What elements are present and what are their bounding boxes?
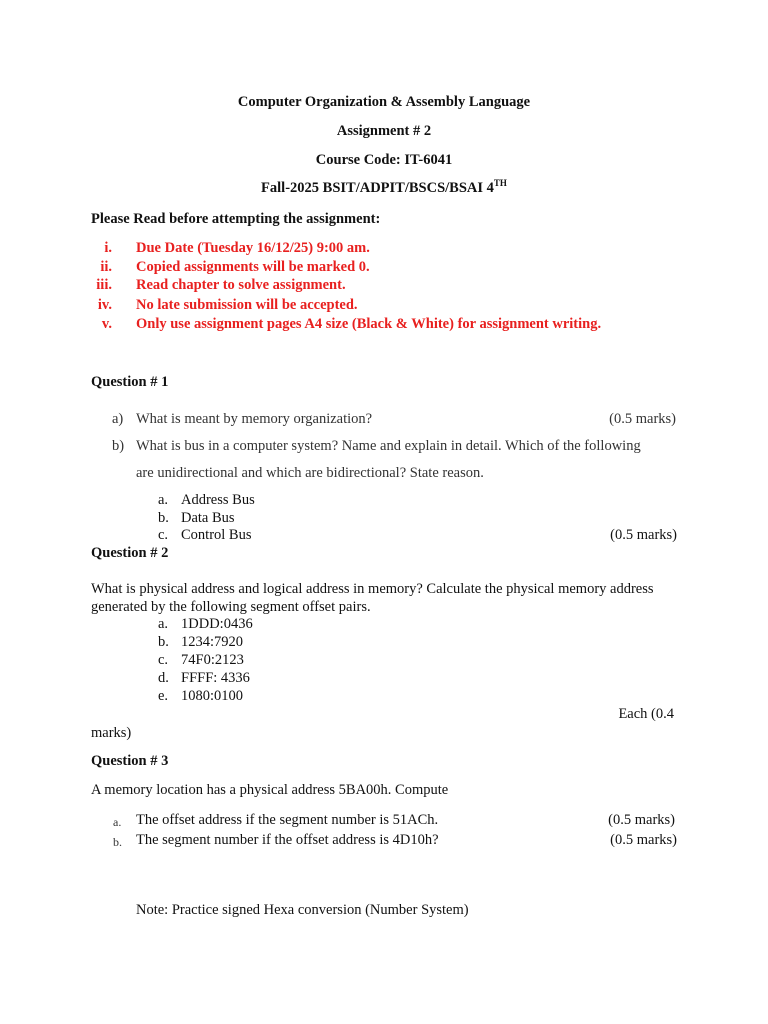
instruction-text: Only use assignment pages A4 size (Black & White) for assignment writing. [136, 316, 602, 332]
instruction-text: Read chapter to solve assignment. [136, 277, 346, 293]
session-superscript: TH [493, 178, 507, 188]
q1-part-b-line1: What is bus in a computer system? Name and explain in detail. Which of the following [136, 438, 641, 454]
bus-item-text: Data Bus [181, 510, 235, 526]
document-title: Computer Organization & Assembly Language [237, 94, 531, 110]
q1-part-a-number: a) [112, 411, 124, 427]
segment-offset-pair: 1234:7920 [181, 634, 244, 650]
bus-item-text: Address Bus [181, 492, 255, 508]
q2-text-line1: What is physical address and logical address in memory? Calculate the physical memory address [91, 581, 654, 597]
q1-part-a-text: What is meant by memory organization? [136, 411, 373, 427]
segment-offset-pair: FFFF: 4336 [181, 670, 250, 686]
q3-item-marks: (0.5 marks) [610, 832, 677, 848]
instruction-text: Due Date (Tuesday 16/12/25) 9:00 am. [136, 240, 370, 256]
pair-number: d. [158, 670, 169, 686]
session-text: Fall-2025 BSIT/ADPIT/BSCS/BSAI 4 [261, 180, 494, 196]
instruction-number: iv. [97, 297, 112, 313]
instruction-text: Copied assignments will be marked 0. [136, 259, 370, 275]
q1-part-b-number: b) [112, 438, 125, 454]
q2-text-line2: generated by the following segment offset pairs. [91, 599, 371, 615]
instruction-number: ii. [100, 259, 112, 275]
question-1-heading: Question # 1 [91, 374, 169, 390]
q3-item-text: The offset address if the segment number is 51ACh. [136, 812, 439, 828]
bus-item-number: b. [158, 510, 169, 526]
q3-item-marks: (0.5 marks) [608, 812, 675, 828]
pair-number: c. [158, 652, 169, 668]
q2-marks-line1: Each (0.4 [618, 706, 674, 722]
instruction-text: No late submission will be accepted. [136, 297, 358, 313]
practice-note: Note: Practice signed Hexa conversion (Number System) [136, 902, 469, 918]
segment-offset-pair: 1DDD:0436 [181, 616, 253, 632]
session-line [0, 180, 768, 197]
pair-number: a. [158, 616, 169, 632]
instruction-number: iii. [96, 277, 112, 293]
bus-item-number: a. [158, 492, 169, 508]
q3-item-number: a. [113, 815, 122, 829]
question-2-heading: Question # 2 [91, 545, 169, 561]
instruction-number: i. [104, 240, 112, 256]
course-code: Course Code: IT-6041 [315, 152, 453, 168]
q1-part-a-marks: (0.5 marks) [609, 411, 676, 427]
q1-part-b-line2: are unidirectional and which are bidirectional? State reason. [136, 465, 484, 481]
q3-item-text: The segment number if the offset address is 4D10h? [136, 832, 439, 848]
assignment-number: Assignment # 2 [336, 123, 432, 139]
segment-offset-pair: 1080:0100 [181, 688, 244, 704]
pair-number: e. [158, 688, 169, 704]
q3-item-number: b. [113, 835, 122, 849]
q2-marks-line2: marks) [91, 725, 132, 741]
instruction-number: v. [101, 316, 112, 332]
instructions-heading: Please Read before attempting the assignment: [91, 211, 381, 227]
q3-intro: A memory location has a physical address 5BA00h. Compute [91, 782, 449, 798]
question-3-heading: Question # 3 [91, 753, 169, 769]
segment-offset-pair: 74F0:2123 [181, 652, 244, 668]
bus-item-number: c. [158, 527, 169, 543]
q1-part-b-marks: (0.5 marks) [610, 527, 677, 543]
bus-item-text: Control Bus [181, 527, 252, 543]
pair-number: b. [158, 634, 169, 650]
